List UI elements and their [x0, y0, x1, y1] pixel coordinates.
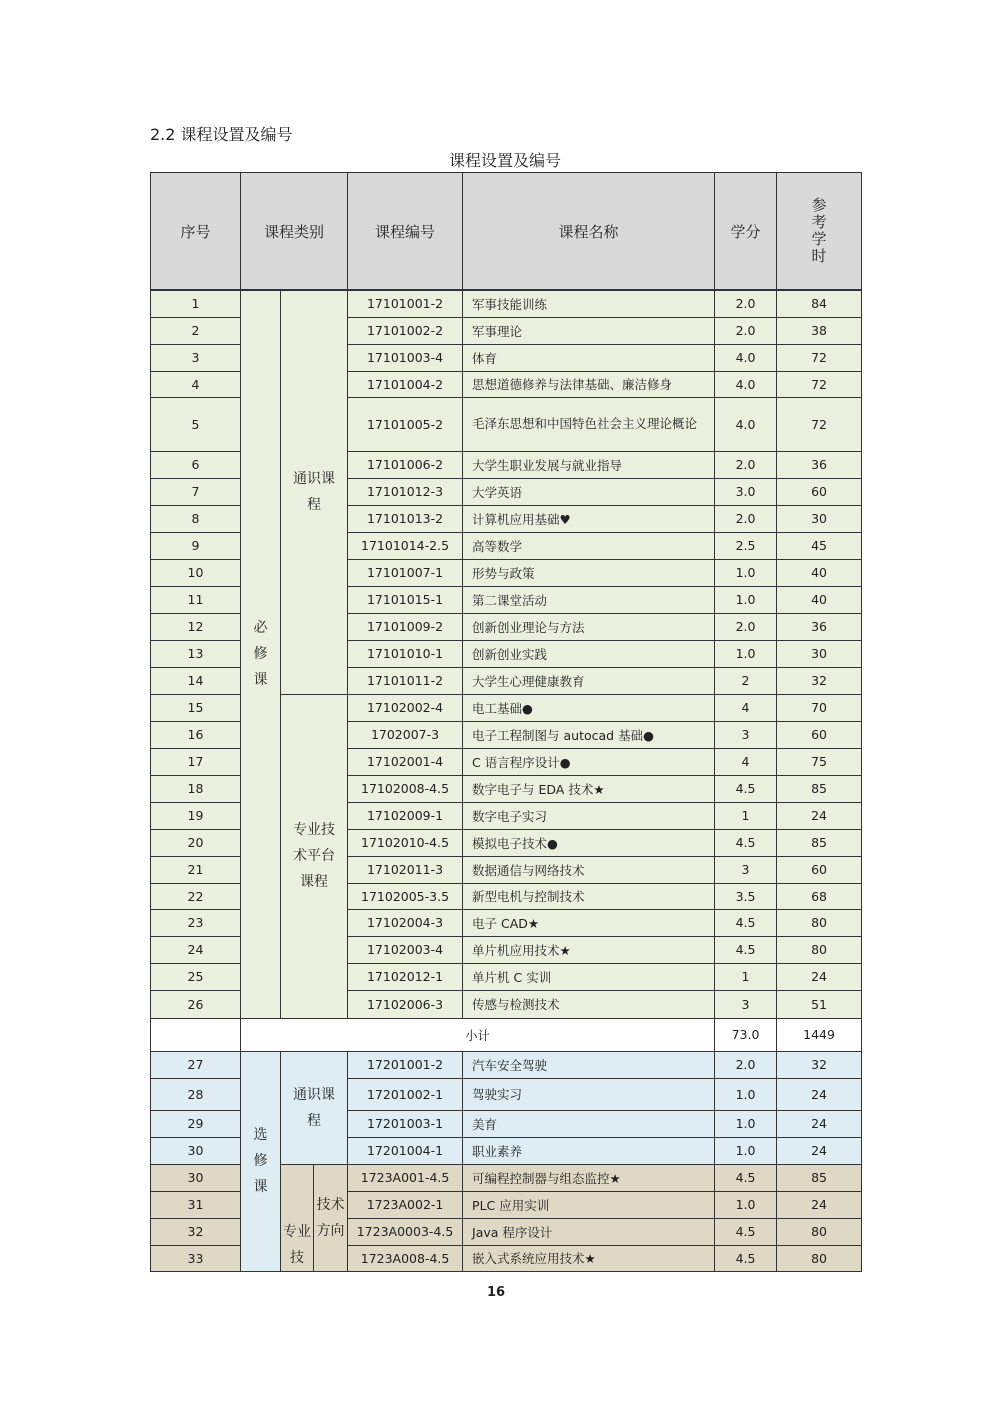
course-hours: 72 — [777, 397, 862, 451]
course-hours: 60 — [777, 856, 862, 883]
course-credit: 2.0 — [715, 451, 777, 478]
course-credit: 4.0 — [715, 397, 777, 451]
course-code: 17201001-2 — [348, 1051, 463, 1078]
subtotal-empty — [151, 1018, 241, 1051]
course-code: 17102012-1 — [348, 963, 463, 990]
course-credit: 3.5 — [715, 883, 777, 909]
course-code: 17201004-1 — [348, 1137, 463, 1164]
table-row — [151, 1051, 862, 1078]
course-no: 19 — [151, 802, 241, 829]
section-heading: 2.2 课程设置及编号 — [150, 125, 293, 144]
course-name: 第二课堂活动 — [463, 586, 715, 613]
course-hours: 24 — [777, 1110, 862, 1137]
course-credit: 1.0 — [715, 1078, 777, 1110]
course-code: 17102010-4.5 — [348, 829, 463, 856]
course-name: 单片机 C 实训 — [463, 963, 715, 990]
course-no: 25 — [151, 963, 241, 990]
course-credit: 4.0 — [715, 371, 777, 397]
course-no: 10 — [151, 559, 241, 586]
course-name: 思想道德修养与法律基础、廉洁修身 — [463, 371, 715, 397]
subtotal-row — [151, 1018, 862, 1051]
course-code: 1702007-3 — [348, 721, 463, 748]
course-hours: 24 — [777, 802, 862, 829]
course-hours: 85 — [777, 775, 862, 802]
header-no: 序号 — [151, 173, 241, 291]
course-no: 18 — [151, 775, 241, 802]
course-credit: 1.0 — [715, 1191, 777, 1218]
subtotal-section — [151, 1018, 862, 1051]
course-hours: 32 — [777, 667, 862, 694]
course-credit: 4 — [715, 694, 777, 721]
course-credit: 4 — [715, 748, 777, 775]
course-code: 17201002-1 — [348, 1078, 463, 1110]
table-caption: 课程设置及编号 — [448, 151, 561, 170]
course-credit: 2.0 — [715, 317, 777, 344]
course-no: 1 — [151, 290, 241, 317]
course-hours: 36 — [777, 451, 862, 478]
course-name: C 语言程序设计● — [463, 748, 715, 775]
header-credit: 学分 — [715, 173, 777, 291]
course-no: 31 — [151, 1191, 241, 1218]
course-credit: 1.0 — [715, 1137, 777, 1164]
table-row — [151, 290, 862, 317]
course-credit: 4.5 — [715, 829, 777, 856]
course-hours: 68 — [777, 883, 862, 909]
course-name: 电工基础● — [463, 694, 715, 721]
course-credit: 2 — [715, 667, 777, 694]
course-credit: 1.0 — [715, 640, 777, 667]
course-name: 电子工程制图与 autocad 基础● — [463, 721, 715, 748]
course-hours: 72 — [777, 344, 862, 371]
course-code: 1723A001-4.5 — [348, 1164, 463, 1191]
course-code: 17101015-1 — [348, 586, 463, 613]
header-hours: 参考学时 — [777, 173, 862, 291]
course-no: 9 — [151, 532, 241, 559]
course-name: 职业素养 — [463, 1137, 715, 1164]
course-hours: 80 — [777, 1245, 862, 1271]
course-credit: 2.0 — [715, 290, 777, 317]
course-name: 创新创业理论与方法 — [463, 613, 715, 640]
course-name: 单片机应用技术★ — [463, 936, 715, 963]
course-name: 电子 CAD★ — [463, 909, 715, 936]
course-hours: 24 — [777, 1137, 862, 1164]
course-hours: 80 — [777, 1218, 862, 1245]
course-no: 23 — [151, 909, 241, 936]
course-code: 17102003-4 — [348, 936, 463, 963]
course-no: 30 — [151, 1137, 241, 1164]
course-name: 军事理论 — [463, 317, 715, 344]
course-no: 7 — [151, 478, 241, 505]
course-code: 1723A0003-4.5 — [348, 1218, 463, 1245]
category-general: 通识课程 — [281, 290, 348, 694]
course-name: 形势与政策 — [463, 559, 715, 586]
course-code: 17102008-4.5 — [348, 775, 463, 802]
course-credit: 4.5 — [715, 1218, 777, 1245]
course-code: 17101005-2 — [348, 397, 463, 451]
course-hours: 24 — [777, 1078, 862, 1110]
course-code: 17101004-2 — [348, 371, 463, 397]
course-no: 12 — [151, 613, 241, 640]
course-code: 17102005-3.5 — [348, 883, 463, 909]
category-tech-direction: 技术方向 — [314, 1164, 348, 1271]
course-code: 17102002-4 — [348, 694, 463, 721]
course-code: 17101011-2 — [348, 667, 463, 694]
course-hours: 75 — [777, 748, 862, 775]
course-credit: 1 — [715, 963, 777, 990]
course-hours: 30 — [777, 505, 862, 532]
course-credit: 1.0 — [715, 586, 777, 613]
course-hours: 85 — [777, 1164, 862, 1191]
course-credit: 4.5 — [715, 1245, 777, 1271]
course-code: 17102011-3 — [348, 856, 463, 883]
course-name: 创新创业实践 — [463, 640, 715, 667]
course-name: 计算机应用基础♥ — [463, 505, 715, 532]
course-hours: 40 — [777, 559, 862, 586]
course-credit: 4.0 — [715, 344, 777, 371]
course-hours: 60 — [777, 478, 862, 505]
course-no: 17 — [151, 748, 241, 775]
course-no: 21 — [151, 856, 241, 883]
course-hours: 60 — [777, 721, 862, 748]
course-hours: 36 — [777, 613, 862, 640]
header-category: 课程类别 — [241, 173, 348, 291]
course-credit: 2.0 — [715, 613, 777, 640]
course-code: 17201003-1 — [348, 1110, 463, 1137]
course-no: 3 — [151, 344, 241, 371]
category-professional-tech: 专业技 — [281, 1164, 314, 1271]
course-credit: 2.0 — [715, 505, 777, 532]
course-credit: 4.5 — [715, 909, 777, 936]
course-hours: 72 — [777, 371, 862, 397]
course-credit: 3 — [715, 856, 777, 883]
course-credit: 4.5 — [715, 1164, 777, 1191]
course-no: 28 — [151, 1078, 241, 1110]
course-credit: 4.5 — [715, 775, 777, 802]
course-name: 大学英语 — [463, 478, 715, 505]
course-name: 可编程控制器与组态监控★ — [463, 1164, 715, 1191]
course-code: 17101012-3 — [348, 478, 463, 505]
course-name: 嵌入式系统应用技术★ — [463, 1245, 715, 1271]
course-no: 6 — [151, 451, 241, 478]
course-code: 17101013-2 — [348, 505, 463, 532]
course-no: 5 — [151, 397, 241, 451]
course-code: 17101009-2 — [348, 613, 463, 640]
course-hours: 40 — [777, 586, 862, 613]
course-code: 17102009-1 — [348, 802, 463, 829]
course-name: 驾驶实习 — [463, 1078, 715, 1110]
course-no: 27 — [151, 1051, 241, 1078]
course-hours: 24 — [777, 1191, 862, 1218]
course-name: 传感与检测技术 — [463, 990, 715, 1018]
course-code: 17101010-1 — [348, 640, 463, 667]
course-name: 军事技能训练 — [463, 290, 715, 317]
course-code: 17101001-2 — [348, 290, 463, 317]
course-hours: 32 — [777, 1051, 862, 1078]
header-code: 课程编号 — [348, 173, 463, 291]
category-elective-general: 通识课程 — [281, 1051, 348, 1164]
course-name: 美育 — [463, 1110, 715, 1137]
course-credit: 2.5 — [715, 532, 777, 559]
course-credit: 4.5 — [715, 936, 777, 963]
course-hours: 85 — [777, 829, 862, 856]
subtotal-hours: 1449 — [777, 1018, 862, 1051]
course-hours: 45 — [777, 532, 862, 559]
subtotal-label: 小计 — [241, 1018, 715, 1051]
course-name: 模拟电子技术● — [463, 829, 715, 856]
course-hours: 51 — [777, 990, 862, 1018]
course-code: 17102001-4 — [348, 748, 463, 775]
course-name: 大学生职业发展与就业指导 — [463, 451, 715, 478]
category-elective: 选修课 — [241, 1051, 281, 1271]
course-name: 体育 — [463, 344, 715, 371]
course-code: 1723A008-4.5 — [348, 1245, 463, 1271]
subtotal-credit: 73.0 — [715, 1018, 777, 1051]
course-code: 17102006-3 — [348, 990, 463, 1018]
course-name: PLC 应用实训 — [463, 1191, 715, 1218]
course-no: 30 — [151, 1164, 241, 1191]
course-name: 数字电子实习 — [463, 802, 715, 829]
course-no: 16 — [151, 721, 241, 748]
elective-section — [151, 1051, 862, 1271]
course-no: 8 — [151, 505, 241, 532]
course-name: 大学生心理健康教育 — [463, 667, 715, 694]
course-name: 高等数学 — [463, 532, 715, 559]
course-no: 11 — [151, 586, 241, 613]
course-credit: 1.0 — [715, 559, 777, 586]
course-hours: 24 — [777, 963, 862, 990]
course-hours: 80 — [777, 936, 862, 963]
course-code: 17102004-3 — [348, 909, 463, 936]
course-no: 29 — [151, 1110, 241, 1137]
course-name: Java 程序设计 — [463, 1218, 715, 1245]
course-credit: 3 — [715, 990, 777, 1018]
course-no: 22 — [151, 883, 241, 909]
course-no: 20 — [151, 829, 241, 856]
course-hours: 80 — [777, 909, 862, 936]
course-code: 17101006-2 — [348, 451, 463, 478]
course-name: 数字电子与 EDA 技术★ — [463, 775, 715, 802]
course-name: 毛泽东思想和中国特色社会主义理论概论 — [463, 397, 715, 451]
course-no: 32 — [151, 1218, 241, 1245]
course-code: 1723A002-1 — [348, 1191, 463, 1218]
course-no: 24 — [151, 936, 241, 963]
page-number: 16 — [486, 1285, 506, 1300]
course-credit: 1 — [715, 802, 777, 829]
course-no: 13 — [151, 640, 241, 667]
course-name: 汽车安全驾驶 — [463, 1051, 715, 1078]
course-hours: 38 — [777, 317, 862, 344]
course-code: 17101002-2 — [348, 317, 463, 344]
course-hours: 30 — [777, 640, 862, 667]
category-professional-platform: 专业技术平台课程 — [281, 694, 348, 1018]
course-hours: 70 — [777, 694, 862, 721]
course-code: 17101003-4 — [348, 344, 463, 371]
course-no: 33 — [151, 1245, 241, 1271]
course-hours: 84 — [777, 290, 862, 317]
course-no: 4 — [151, 371, 241, 397]
course-no: 15 — [151, 694, 241, 721]
course-code: 17101014-2.5 — [348, 532, 463, 559]
course-no: 14 — [151, 667, 241, 694]
course-no: 26 — [151, 990, 241, 1018]
course-credit: 1.0 — [715, 1110, 777, 1137]
course-credit: 3 — [715, 721, 777, 748]
course-credit: 3.0 — [715, 478, 777, 505]
header-name: 课程名称 — [463, 173, 715, 291]
category-required: 必修课 — [241, 290, 281, 1018]
course-table — [150, 172, 862, 1272]
course-name: 数据通信与网络技术 — [463, 856, 715, 883]
course-code: 17101007-1 — [348, 559, 463, 586]
course-credit: 2.0 — [715, 1051, 777, 1078]
course-no: 2 — [151, 317, 241, 344]
course-name: 新型电机与控制技术 — [463, 883, 715, 909]
required-section — [151, 290, 862, 1018]
